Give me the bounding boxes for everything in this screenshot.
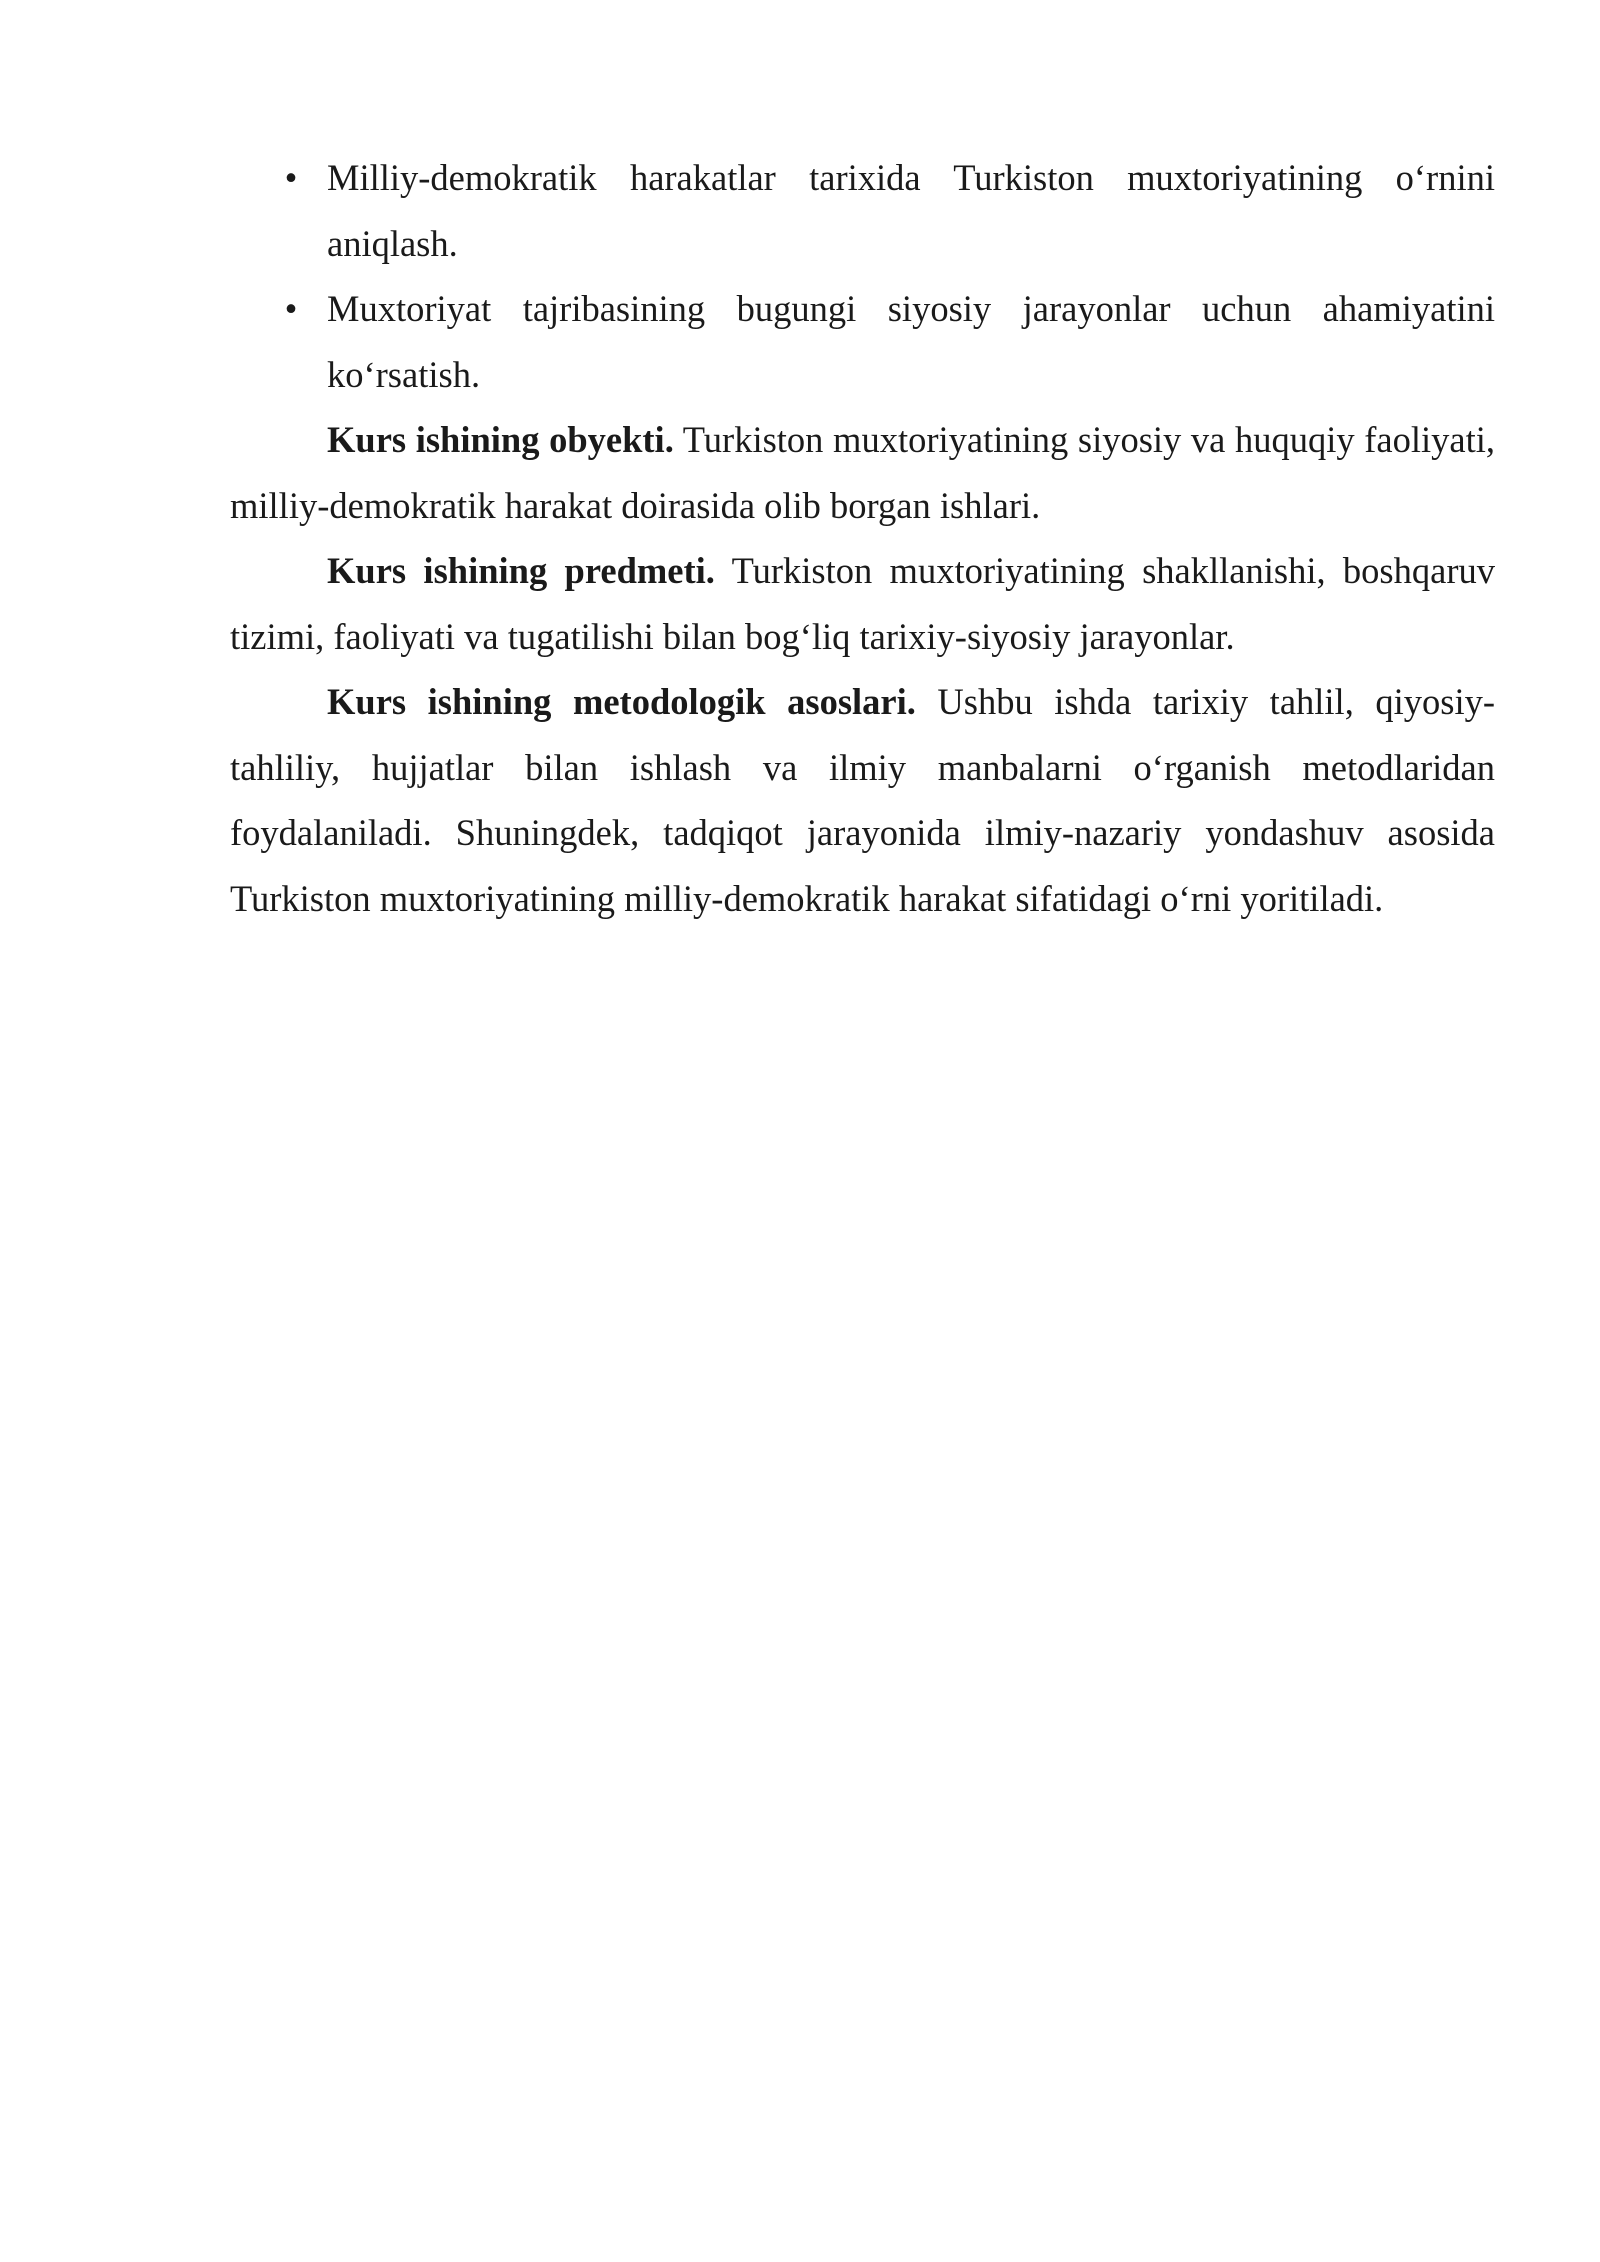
paragraph-text: Turkiston muxtoriyatining shakllanishi, boshqaruv tizimi, faoliyati va tugatilishi bilan bog‘liq tarixiy-siyosiy jarayonlar. bbox=[230, 550, 1495, 657]
paragraph-text: Ushbu ishda tarixiy tahlil, qiyosiy-tahliliy, hujjatlar bilan ishlash va ilmiy manbalarni o‘rganish metodlaridan foydalaniladi. Shuningdek, tadqiqot jarayonida ilmiy-nazariy yondashuv asosida Turkiston muxtoriyatining milliy-demokratik harakat sifatidagi o‘rni yoritiladi. bbox=[230, 681, 1495, 919]
list-item-text: Milliy-demokratik harakatlar tarixida Turkiston muxtoriyatining o‘rnini aniqlash. bbox=[327, 157, 1495, 264]
paragraph-object bbox=[230, 407, 1495, 538]
page-body bbox=[230, 145, 1495, 931]
paragraph-heading: Kurs ishining predmeti. bbox=[327, 550, 715, 591]
list-item bbox=[230, 276, 1495, 407]
paragraph-heading: Kurs ishining obyekti. bbox=[327, 419, 674, 460]
paragraph-methodology bbox=[230, 669, 1495, 931]
list-item-text: Muxtoriyat tajribasining bugungi siyosiy jarayonlar uchun ahamiyatini ko‘rsatish. bbox=[327, 288, 1495, 395]
bullet-icon: • bbox=[284, 288, 298, 329]
list-item bbox=[230, 145, 1495, 276]
bullet-icon: • bbox=[284, 157, 298, 198]
paragraph-subject bbox=[230, 538, 1495, 669]
paragraph-heading: Kurs ishining metodologik asoslari. bbox=[327, 681, 916, 722]
objectives-bullet-list bbox=[230, 145, 1495, 407]
paragraph-text: Turkiston muxtoriyatining siyosiy va huquqiy faoliyati, milliy-demokratik harakat doirasida olib borgan ishlari. bbox=[230, 419, 1495, 526]
